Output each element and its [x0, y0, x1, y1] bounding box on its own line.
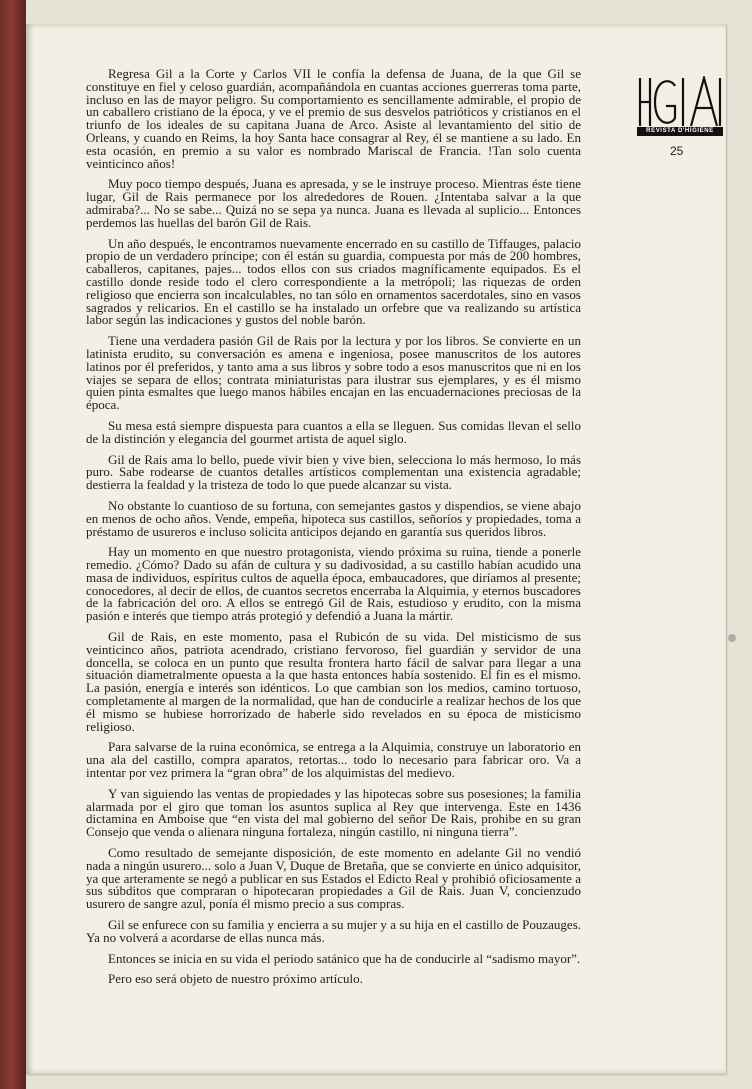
book-binding — [0, 0, 26, 1089]
article-body — [86, 68, 581, 994]
paragraph: Para salvarse de la ruina económica, se entrega a la Alquimia, construye un laboratorio en una ala del castillo, compra aparatos, retortas... todo lo necesario para fabricar oro. Va a intentar por vez primera la “gran obra” de los alquimistas del medievo. — [86, 739, 581, 781]
paragraph: Un año después, le encontramos nuevamente encerrado en su castillo de Tiffauges, palacio propio de un verdadero príncipe; con él están su guardia, compuesta por más de 200 hombres, caballeros, capitanes, pajes... todos ellos con sus criados magníficamente equipados. Es el castillo donde reside todo el clero correspondiente a la metrópoli; las riquezas de orden religioso que encierra son incalculables, no tan sólo en ornamentos sacerdotales, sino en vasos sagrados y relicarios. En el castillo se ha instalado un orfebre que va realizando su artística labor según las indicaciones y gustos del noble barón. — [86, 235, 581, 328]
paragraph: Regresa Gil a la Corte y Carlos VII le confía la defensa de Juana, de la que Gil se constituye en fiel y celoso guardián, acompañándola en cuantas acciones guerreras toma parte, incluso en las de mayor peligro. Su comportamiento es sencillamente admirable, el propio de un caballero cristiano de la época, y ve el premio de sus desvelos patrióticos y cristianos en el triunfo de los ideales de su capitana Juana de Arco. Asiste al levantamiento del sitio de Orleans, y cuando en Reims, la hoy Santa hace consagrar al Rey, él se mantiene a su lado. En esta ocasión, en premio a su valor es nombrado Mariscal de Francia. !Tan solo cuenta veinticinco años! — [86, 66, 581, 171]
paragraph: Gil de Rais, en este momento, pasa el Rubicón de su vida. Del misticismo de sus veinticinco años, patriota acendrado, cristiano fervoroso, fiel guardián y servidor de una doncella, se coloca en un punto que resulta frontera harto fácil de salvar para llegar a una situación diametralmente opuesta a la que hasta entonces había sostenido. El fin es el mismo. La pasión, energía e interés son idénticos. Lo que cambian son los medios, camino tortuoso, completamente al margen de la normalidad, que han de conducirle a realizar hechos de los que él mismo se hubiese horrorizado de haberle sido revelados en su época de misticismo religioso. — [86, 629, 581, 734]
paragraph: Su mesa está siempre dispuesta para cuantos a ella se lleguen. Sus comidas llevan el sello de la distinción y elegancia del gourmet artista de aquel siglo. — [86, 417, 581, 446]
logo-subtitle: REVISTA D'HIGIENE — [637, 127, 723, 136]
paragraph: Hay un momento en que nuestro protagonista, viendo próxima su ruina, tiende a ponerle remedio. ¿Cómo? Dado su afán de cultura y su dadivosidad, a su castillo habían acudido una masa de individuos, espíritus cultos de aquella época, embaucadores, que diríamos al presente; conocedores, al decir de ellos, de cuantos secretos encerraba la Alquimia, y eternos buscadores de la fabricación del oro. A ellos se entregó Gil de Rais, estudioso y erudito, con la misma pasión e interés que tiempo atrás protegió y defendió a Juana la mártir. — [86, 544, 581, 624]
page-number: 25 — [670, 144, 684, 158]
paragraph: Muy poco tiempo después, Juana es apresada, y se le instruye proceso. Mientras éste tiene lugar, Gil de Rais permanece por los alrededores de Rouen. ¿Intentaba salvar a la que admiraba?... No se sabe... Quizá no se sepa ya nunca. Juana es llevada al suplicio... Entonces perdemos las huellas del barón Gil de Rais. — [86, 176, 581, 230]
paragraph: Gil de Rais ama lo bello, puede vivir bien y vive bien, selecciona lo más hermoso, lo más puro. Sabe rodearse de cuantos detalles artísticos complementan una existencia agradable; destierra la fealdad y la tristeza de todo lo que puede alcanzar su vista. — [86, 451, 581, 493]
paragraph: Gil se enfurece con su familia y encierra a su mujer y a su hija en el castillo de Pouzauges. Ya no volverá a acordarse de ellas nunca más. — [86, 917, 581, 945]
paragraph: No obstante lo cuantioso de su fortuna, con semejantes gastos y dispendios, se viene abajo en menos de ocho años. Vende, empeña, hipoteca sus castillos, señoríos y propiedades, toma a préstamo de usureros e incluso solicita anticipos dejando en garantía sus queridos libros. — [86, 497, 581, 539]
closing-paragraph: Pero eso será objeto de nuestro próximo artículo. — [108, 971, 363, 987]
paragraph: Como resultado de semejante disposición, de este momento en adelante Gil no vendió nada a ningún usurero... solo a Juan V, Duque de Bretaña, que se convierte en único adquisitor, ya que arteramente se negó a publicar en sus Estados el Edicto Real y prohibió oficiosamente a sus súbditos que compraran o hipotecaran propiedades a Gil de Rais. Juan V, concienzudo usurero de sangre azul, ponía él mismo precio a sus compras. — [86, 845, 581, 912]
magazine-logo — [637, 76, 723, 136]
paper-speck — [728, 634, 736, 642]
paragraph: Tiene una verdadera pasión Gil de Rais por la lectura y por los libros. Se convierte en un latinista erudito, su conversación es amena e ingeniosa, posee manuscritos de los autores latinos por él preferidos, y tanto ama a sus libros y sobre todo a esos manuscritos que ni en los viajes se separa de ellos; contrata miniaturistas para ilustrar sus ejemplares, y es él mismo quien pinta esmaltes que luego manos hábiles encajan en las encuadernaciones preciosas de la época. — [86, 333, 581, 413]
logo-letters-icon — [637, 76, 723, 128]
paragraph: Entonces se inicia en su vida el periodo satánico que ha de conducirle al “sadismo mayor”. — [108, 950, 581, 966]
paragraph: Y van siguiendo las ventas de propiedades y las hipotecas sobre sus posesiones; la familia alarmada por el giro que toman los asuntos suplica al Rey que intervenga. Este en 1436 dictamina en Amboise que “en vista del mal gobierno del señor De Rais, prohibe en su gran Consejo que venda o alienara ninguna fortaleza, ningún castillo, ni ninguna tierra”. — [86, 785, 581, 840]
document-page — [26, 24, 726, 1074]
